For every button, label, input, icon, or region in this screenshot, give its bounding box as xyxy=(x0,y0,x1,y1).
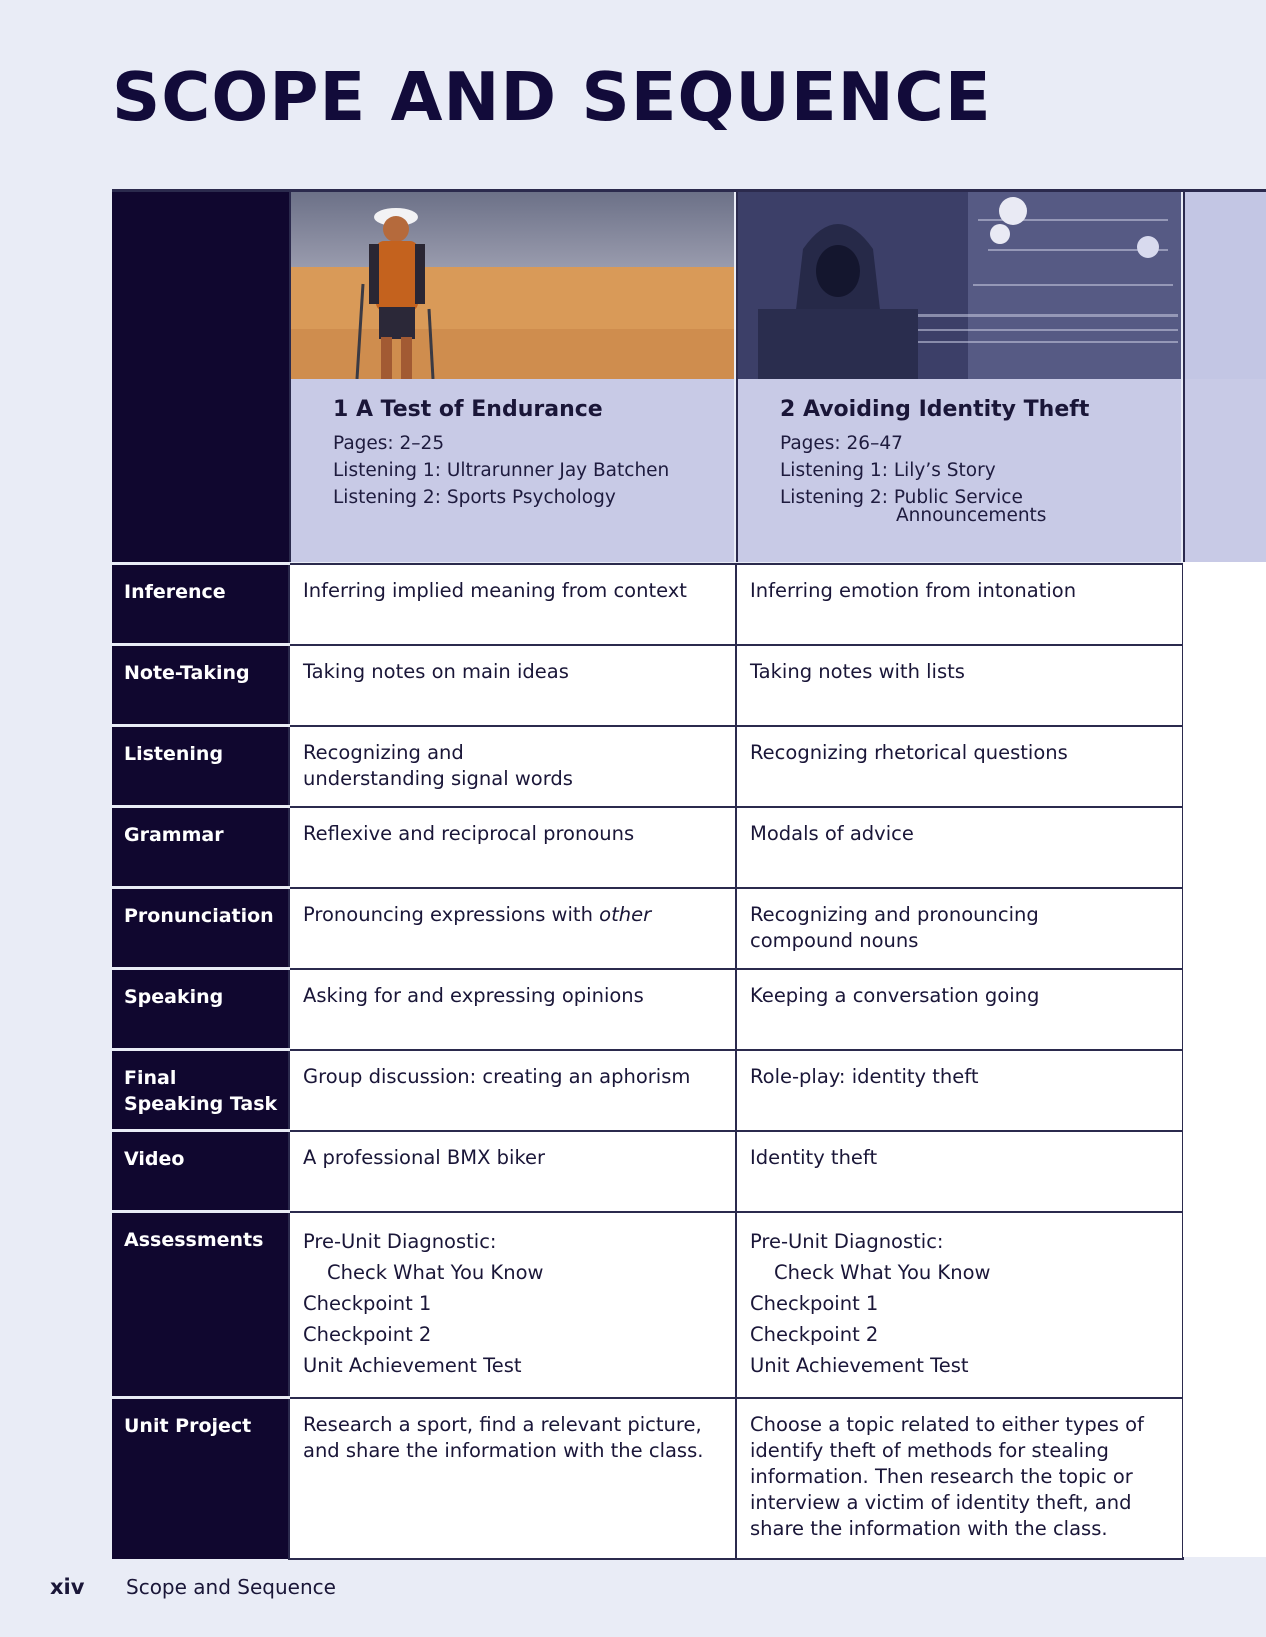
listening-2-title: Public Service xyxy=(893,487,1023,508)
cell-unit-project-unit-1: Research a sport, find a relevant picture, and share the information with the class. xyxy=(289,1398,736,1559)
cell-grammar-unit-2: Modals of advice xyxy=(736,807,1183,888)
hacker-photo xyxy=(738,189,1181,379)
row-label-inference: Inference xyxy=(112,564,289,645)
row-label-assessments: Assessments xyxy=(112,1212,289,1398)
cell-final-task-unit-1: Group discussion: creating an aphorism xyxy=(289,1050,736,1131)
running-footer: Scope and Sequence xyxy=(126,1575,336,1599)
table-row xyxy=(112,1212,1183,1398)
pronunciation-text: Pronouncing expressions with xyxy=(303,902,600,926)
unit-2-listening-1 xyxy=(780,457,1181,484)
table-row xyxy=(112,807,1183,888)
unit-1-header xyxy=(289,189,734,562)
scope-sequence-table xyxy=(112,189,1266,1557)
pronunciation-emphasis: other xyxy=(599,902,652,926)
cell-pronunciation-unit-2: Recognizing and pronouncing compound nouns xyxy=(736,888,1183,969)
assessment-item: Check What You Know xyxy=(774,1260,991,1284)
table-row xyxy=(112,969,1183,1050)
cell-grammar-unit-1: Reflexive and reciprocal pronouns xyxy=(289,807,736,888)
row-label-final-speaking-task: Final Speaking Task xyxy=(112,1050,289,1131)
table-row xyxy=(112,1050,1183,1131)
row-label-pronunciation: Pronunciation xyxy=(112,888,289,969)
unit-1-info xyxy=(291,379,734,562)
assessment-item: Unit Achievement Test xyxy=(750,1353,969,1377)
assessment-item: Pre-Unit Diagnostic: xyxy=(303,1229,497,1253)
next-unit-photo-edge xyxy=(1185,189,1266,379)
ultrarunner-photo xyxy=(291,189,734,379)
cell-inference-unit-1: Inferring implied meaning from context xyxy=(289,564,736,645)
cell-speaking-unit-1: Asking for and expressing opinions xyxy=(289,969,736,1050)
assessment-item: Pre-Unit Diagnostic: xyxy=(750,1229,944,1253)
cell-listening-unit-2: Recognizing rhetorical questions xyxy=(736,726,1183,807)
unit-2-pages: Pages: 26–47 xyxy=(780,433,903,454)
unit-2-info xyxy=(738,379,1181,562)
assessment-item: Checkpoint 2 xyxy=(303,1322,432,1346)
unit-1-listening-1 xyxy=(333,457,734,484)
listening-2-title-cont: Announcements xyxy=(896,505,1047,526)
table-row xyxy=(112,564,1183,645)
unit-2-listening-2 xyxy=(780,484,1181,526)
cell-unit-project-unit-2: Choose a topic related to either types of identify theft of methods for stealing information. Then research the topic or interview a victim of identity theft, and share the information with the class. xyxy=(736,1398,1183,1559)
next-unit-header-edge xyxy=(1183,189,1266,562)
cell-video-unit-1: A professional BMX biker xyxy=(289,1131,736,1212)
assessment-item: Check What You Know xyxy=(327,1260,544,1284)
listening-1-label: Listening 1: xyxy=(780,460,888,481)
row-label-unit-project: Unit Project xyxy=(112,1398,289,1559)
row-label-speaking: Speaking xyxy=(112,969,289,1050)
cell-final-task-unit-2: Role-play: identity theft xyxy=(736,1050,1183,1131)
listening-2-label: Listening 2: xyxy=(780,487,888,508)
listening-1-title: Lily’s Story xyxy=(893,460,996,481)
next-unit-column-edge xyxy=(1183,562,1266,1557)
cell-note-taking-unit-2: Taking notes with lists xyxy=(736,645,1183,726)
table-row xyxy=(112,1398,1183,1559)
cell-video-unit-2: Identity theft xyxy=(736,1131,1183,1212)
unit-2-header xyxy=(736,189,1181,562)
unit-2-title: 2 Avoiding Identity Theft xyxy=(780,397,1090,422)
cell-speaking-unit-2: Keeping a conversation going xyxy=(736,969,1183,1050)
cell-inference-unit-2: Inferring emotion from intonation xyxy=(736,564,1183,645)
listening-1-label: Listening 1: xyxy=(333,460,441,481)
assessment-item: Checkpoint 1 xyxy=(303,1291,432,1315)
row-label-note-taking: Note-Taking xyxy=(112,645,289,726)
unit-1-listening-2 xyxy=(333,484,734,511)
cell-assessments-unit-1 xyxy=(289,1212,736,1398)
cell-pronunciation-unit-1 xyxy=(289,888,736,969)
row-label-video: Video xyxy=(112,1131,289,1212)
listening-2-label: Listening 2: xyxy=(333,487,441,508)
page-title: SCOPE AND SEQUENCE xyxy=(112,58,992,136)
page-number: xiv xyxy=(50,1575,85,1599)
cell-note-taking-unit-1: Taking notes on main ideas xyxy=(289,645,736,726)
assessment-item: Unit Achievement Test xyxy=(303,1353,522,1377)
unit-1-pages: Pages: 2–25 xyxy=(333,433,445,454)
table-row xyxy=(112,645,1183,726)
skills-grid xyxy=(112,562,1184,1560)
table-row xyxy=(112,888,1183,969)
listening-2-title: Sports Psychology xyxy=(446,487,616,508)
row-label-listening: Listening xyxy=(112,726,289,807)
table-row xyxy=(112,1131,1183,1212)
table-row xyxy=(112,726,1183,807)
listening-1-title: Ultrarunner Jay Batchen xyxy=(446,460,670,481)
row-label-grammar: Grammar xyxy=(112,807,289,888)
cell-assessments-unit-2 xyxy=(736,1212,1183,1398)
assessment-item: Checkpoint 2 xyxy=(750,1322,879,1346)
unit-1-title: 1 A Test of Endurance xyxy=(333,397,603,422)
cell-listening-unit-1: Recognizing and understanding signal words xyxy=(289,726,736,807)
assessment-item: Checkpoint 1 xyxy=(750,1291,879,1315)
top-rule xyxy=(112,189,1266,192)
